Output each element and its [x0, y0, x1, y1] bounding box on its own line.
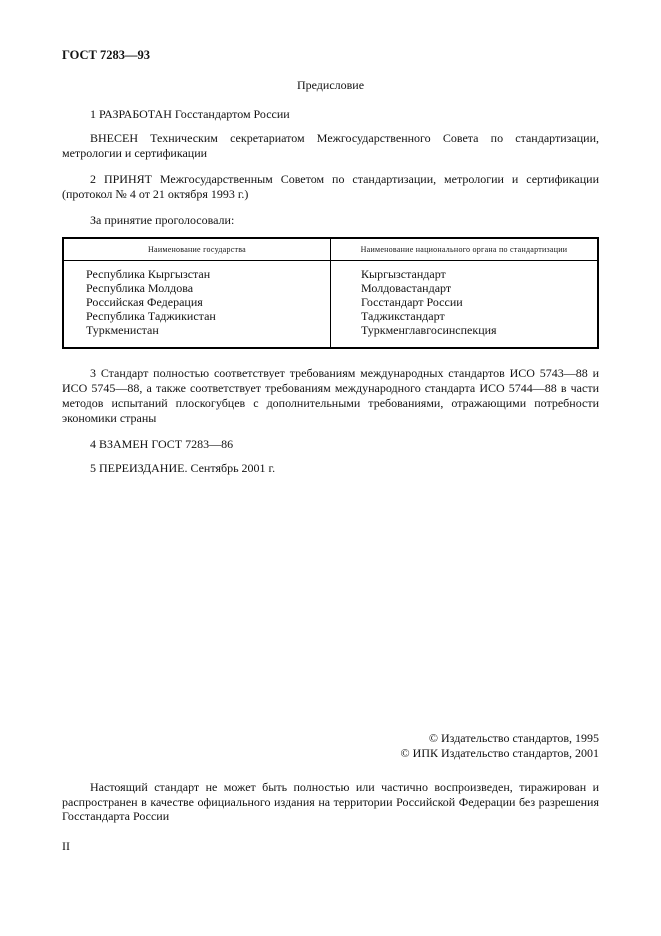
- copyright-block: [62, 731, 599, 761]
- table-cell-org: Таджикстандарт: [331, 309, 599, 323]
- table-cell-org: Госстандарт России: [331, 295, 599, 309]
- doc-number: ГОСТ 7283—93: [62, 48, 151, 62]
- table-row: [63, 295, 598, 309]
- page-title: Предисловие: [296, 78, 365, 92]
- table-cell-org: Молдовастандарт: [331, 281, 599, 295]
- copyright-line-2: © ИПК Издательство стандартов, 2001: [400, 746, 599, 760]
- clause-replaces: 4 ВЗАМЕН ГОСТ 7283—86: [90, 437, 234, 451]
- vote-intro: За принятие проголосовали:: [90, 213, 235, 227]
- table-row: [63, 281, 598, 295]
- copyright-line-1: © Издательство стандартов, 1995: [428, 731, 599, 745]
- table-cell-country: Республика Молдова: [86, 281, 194, 295]
- table-header-country: Наименование государства: [63, 238, 331, 261]
- table-row: [63, 261, 598, 282]
- table-header-org: Наименование национального органа по стандартизации: [331, 238, 599, 261]
- footer-note: Настоящий стандарт не может быть полностью или частично воспроизведен, тиражирован и распространен в качестве официального издания на территории Российской Федерации без разрешения Госстандарта России: [62, 780, 599, 823]
- page-number: II: [62, 839, 70, 853]
- table-cell-country: Республика Кыргызстан: [86, 267, 211, 281]
- table-cell-org: Туркменглавгосинспекция: [331, 323, 599, 348]
- table-cell-country: Российская Федерация: [86, 295, 203, 309]
- clause-compliance: 3 Стандарт полностью соответствует требованиям международных стандартов ИСО 5743—88 и ИСО 5745—88, а также соответствует требованиям международного стандарта ИСО 5744—88 в части методов испытаний плоскогубцев с дополнительными требованиями, отражающими потребности экономики страны: [62, 366, 599, 425]
- table-cell-org: Кыргызстандарт: [331, 261, 599, 282]
- table-cell-country: Республика Таджикистан: [86, 309, 216, 323]
- document-page: [62, 48, 599, 485]
- clause-adopted: 2 ПРИНЯТ Межгосударственным Советом по стандартизации, метрологии и сертификации (протокол № 4 от 21 октября 1993 г.): [62, 172, 599, 201]
- table-row: [63, 323, 598, 348]
- clause-developed: 1 РАЗРАБОТАН Госстандартом России: [90, 107, 290, 121]
- clause-republished: 5 ПЕРЕИЗДАНИЕ. Сентябрь 2001 г.: [90, 461, 276, 475]
- table-header-row: [63, 238, 598, 261]
- countries-table: [62, 237, 599, 349]
- table-cell-country: Туркменистан: [86, 323, 159, 337]
- clause-submitted: ВНЕСЕН Техническим секретариатом Межгосударственного Совета по стандартизации, метрологии и сертификации: [62, 131, 599, 160]
- table-row: [63, 309, 598, 323]
